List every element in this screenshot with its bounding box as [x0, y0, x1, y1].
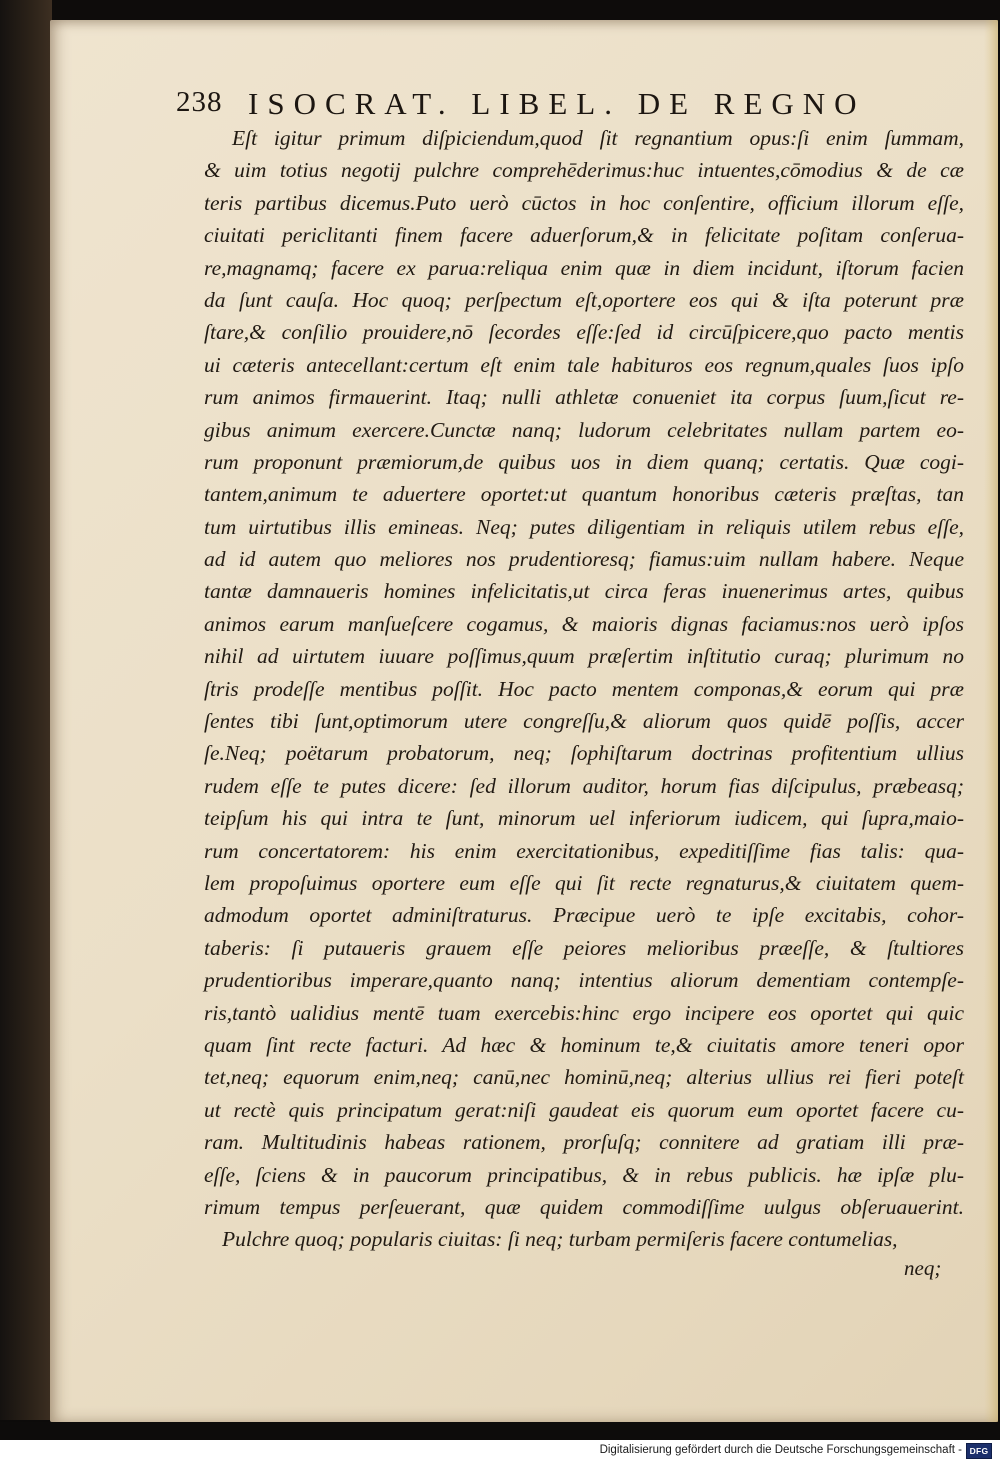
text-line: ciuitati periclitanti finem facere aduerſorum,& in felicitate poſitam conſerua- — [204, 223, 964, 248]
text-line: nihil ad uirtutem iuuare poſſimus,quum præſertim inſtitutio curaq; plurimum no — [204, 644, 964, 669]
text-line: quam ſint recte facturi. Ad hæc & hominum te,& ciuitatis amore teneri opor — [204, 1032, 964, 1057]
running-title: ISOCRAT. LIBEL. DE REGNO — [248, 86, 866, 121]
text-line: tum uirtutibus illis emineas. Neq; putes diligentiam in reliquis utilem rebus eſſe, — [204, 514, 964, 539]
text-line: rum concertatorem: his enim exercitationibus, expeditiſſime fias talis: qua- — [204, 838, 964, 863]
text-line: prudentioribus imperare,quanto nanq; intentius aliorum dementiam contempſe- — [204, 968, 964, 993]
text-line: ſe.Neq; poëtarum probatorum, neq; ſophiſtarum doctrinas profitentium ullius — [204, 741, 964, 766]
page-number: 238 — [176, 86, 223, 118]
text-line: ſtare,& conſilio prouidere,nō ſecordes eſſe:ſed id circūſpicere,quo pacto mentis — [204, 320, 964, 345]
page-edge — [984, 20, 998, 1422]
dfg-logo: DFG — [966, 1443, 992, 1459]
text-line: admodum oportet adminiſtraturus. Præcipue uerò te ipſe excitabis, cohor- — [204, 903, 964, 928]
text-line: eſſe, ſciens & in paucorum principatibus, & in rebus publicis. hæ ipſæ plu- — [204, 1162, 964, 1187]
footer-bar — [0, 1440, 1000, 1464]
text-line: ram. Multitudinis habeas rationem, prorſuſq; connitere ad gratiam illi præ- — [204, 1130, 964, 1155]
text-line: ris,tantò ualidius mentē tuam exercebis:hinc ergo incipere eos oportet qui quic — [204, 1000, 964, 1025]
text-line: rudem eſſe te putes dicere: ſed illorum auditor, horum fias diſcipulus, præbeasq; — [204, 773, 964, 798]
body-text — [204, 122, 964, 1256]
text-line: re,magnamq; facere ex parua:reliqua enim quæ in diem incidunt, iſtorum facien — [204, 255, 964, 280]
text-line: tantem,animum te aduertere oportet:ut quantum honoribus cæteris præſtas, tan — [204, 482, 964, 507]
scan-top-edge — [0, 0, 1000, 22]
book-spine-edge — [0, 0, 52, 1420]
text-line: ſtris prodeſſe mentibus poſſit. Hoc pacto mentem componas,& eorum qui præ — [204, 676, 964, 701]
text-line: ad id autem quo meliores nos prudentioresq; fiamus:uim nullam habere. Neque — [204, 547, 964, 572]
text-line: & uim totius negotij pulchre comprehēderimus:huc intuentes,cōmodius & de cæ — [204, 158, 964, 183]
text-line: Eſt igitur primum diſpiciendum,quod ſit regnantium opus:ſi enim ſummam, — [232, 126, 964, 150]
catchword: neq; — [904, 1256, 942, 1280]
text-line: Pulchre quoq; popularis ciuitas: ſi neq; turbam permiſeris facere contumelias, — [222, 1227, 898, 1252]
text-line: teipſum his qui intra te ſunt, minorum uel inferiorum iudicem, qui ſupra,maio- — [204, 806, 964, 831]
digitization-credit: Digitalisierung gefördert durch die Deutsche Forschungsgemeinschaft - — [599, 1444, 962, 1456]
text-line: lem propoſuimus oportere eum eſſe qui ſit recte regnaturus,& ciuitatem quem- — [204, 870, 964, 895]
text-line: taberis: ſi putaueris grauem eſſe peiores melioribus præeſſe, & ſtultiores — [204, 935, 964, 960]
text-line: tantæ damnaueris homines infelicitatis,ut circa feras inuenerimus artes, quibus — [204, 579, 964, 604]
text-line: teris partibus dicemus.Puto uerò cūctos in hoc conſentire, officium illorum eſſe, — [204, 190, 964, 215]
text-line: rum proponunt præmiorum,de quibus uos in diem quanq; certatis. Quæ cogi- — [204, 449, 964, 474]
text-line: ut rectè quis principatum gerat:niſi gaudeat eis quorum eum oportet facere cu- — [204, 1097, 964, 1122]
text-line: gibus animum exercere.Cunctæ nanq; ludorum celebritates nullam partem eo- — [204, 417, 964, 442]
text-line: tet,neq; equorum enim,neq; canū,nec hominū,neq; alterius ullius rei fieri poteſt — [204, 1065, 964, 1090]
text-line: da ſunt cauſa. Hoc quoq; perſpectum eſt,oportere eos qui & iſta poterunt præ — [204, 287, 964, 312]
text-line: ſentes tibi ſunt,optimorum utere congreſſu,& aliorum quos quidē poſſis, accer — [204, 709, 964, 734]
page-header — [176, 86, 936, 126]
text-line: ui cæteris antecellant:certum eſt enim tale habituros eos regnum,quales ſuos ipſo — [204, 352, 964, 377]
text-line: animos earum manſueſcere cogamus, & maioris dignas faciamus:nos uerò ipſos — [204, 611, 964, 636]
text-line: rum animos firmauerint. Itaq; nulli athletæ conueniet ita corpus ſuum,ſicut re- — [204, 385, 964, 410]
text-line: rimum tempus perſeuerant, quæ quidem commodiſſime uulgus obſeruauerint. — [204, 1194, 964, 1219]
